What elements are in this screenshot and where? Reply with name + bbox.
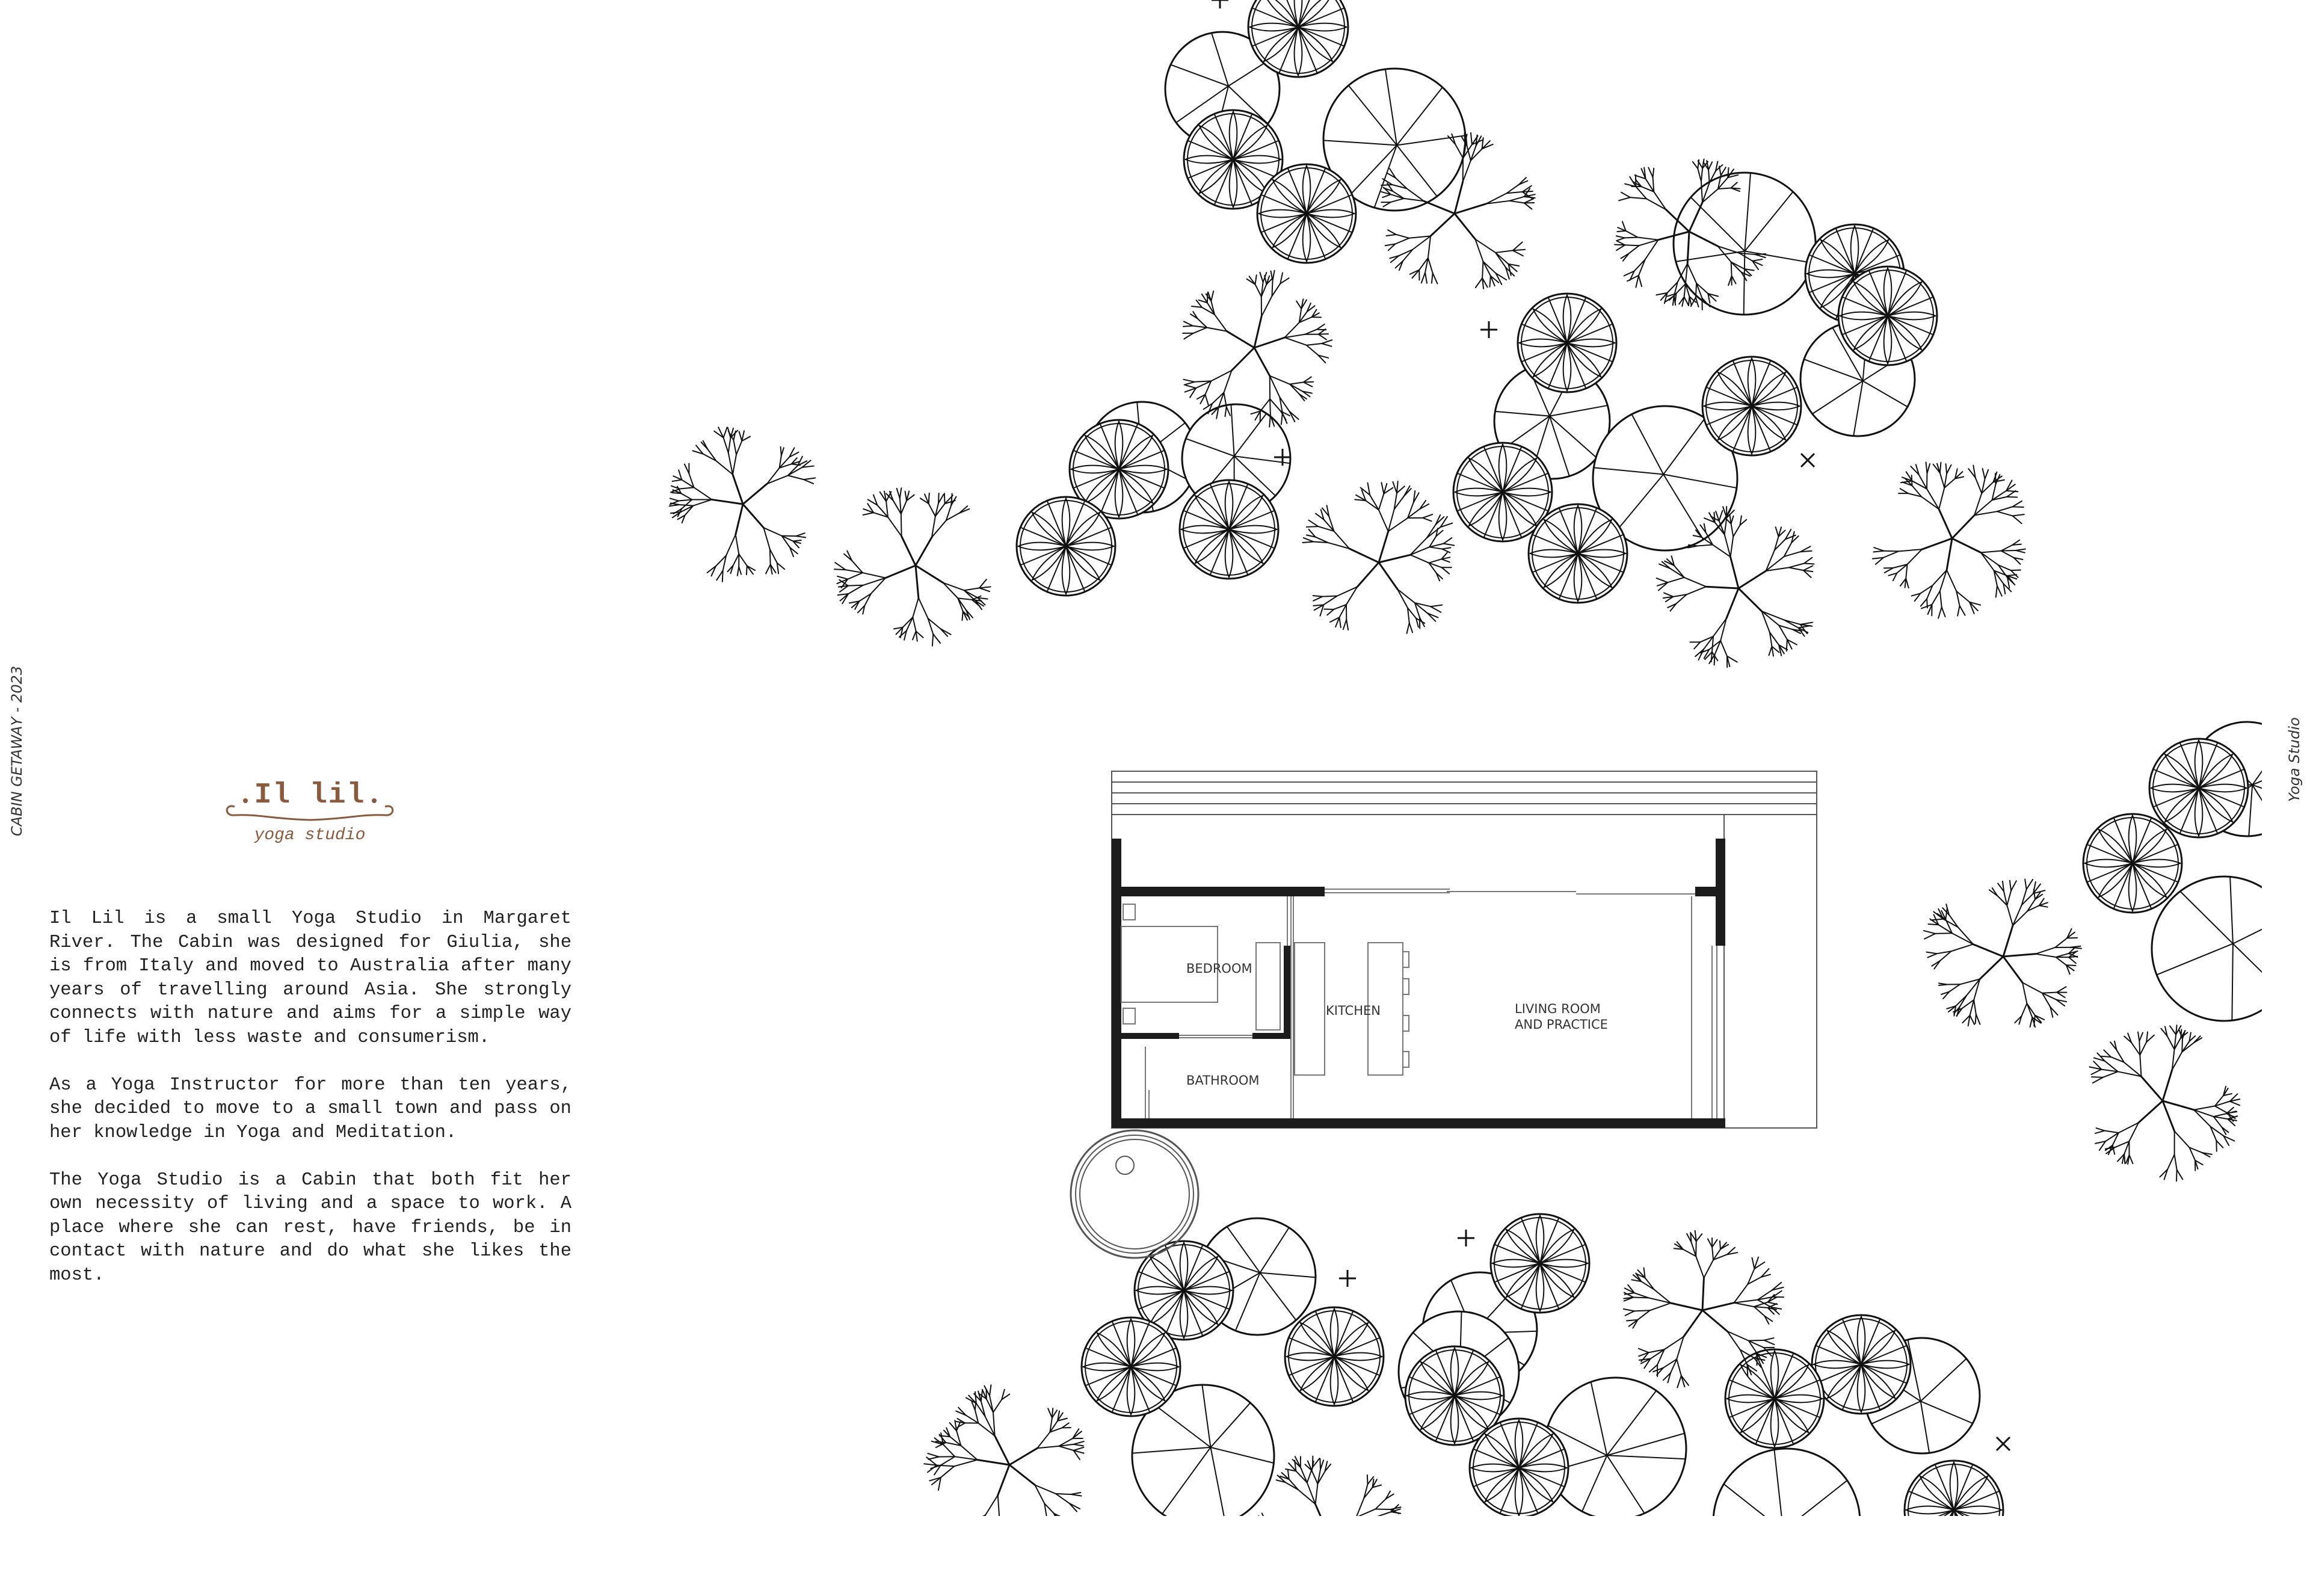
canopy-tree-icon [2152,877,2296,1021]
logo-name: Il lil [254,779,366,812]
bathroom-label: BATHROOM [1186,1073,1260,1088]
radial-tree-icon [1017,497,1115,596]
hot-tub-icon [1071,1130,1198,1258]
radial-tree-icon [1470,1419,1568,1517]
survey-marker-icon [1339,1270,1356,1287]
deciduous-tree-icon [670,427,816,582]
survey-marker-icon [1212,0,1228,8]
deciduous-tree-icon [834,488,991,645]
radial-tree-icon [1257,164,1356,263]
survey-marker-icon [1480,321,1497,338]
radial-tree-icon [1812,1315,1911,1414]
canopy-tree-icon [1544,1378,1686,1520]
survey-marker-icon [1458,1230,1474,1246]
living-room-label: LIVING ROOM [1515,1002,1601,1016]
deciduous-tree-icon [924,1385,1084,1541]
radial-tree-icon [2083,814,2182,913]
radial-tree-icon [1491,1214,1589,1313]
survey-marker-icon [1997,1437,2010,1450]
radial-tree-icon [1905,1461,2003,1559]
deciduous-tree-icon [1873,462,2025,618]
bedroom-label: BEDROOM [1186,961,1252,976]
radial-tree-icon [1285,1307,1384,1406]
project-caption: CABIN GETAWAY - 2023 [8,665,25,836]
radial-tree-icon [1838,267,1937,365]
kitchen-label: KITCHEN [1326,1003,1381,1018]
project-description [49,907,571,1311]
deciduous-tree-icon [2089,1025,2240,1181]
radial-tree-icon [1180,480,1278,579]
description-paragraph: Il Lil is a small Yoga Studio in Margaret River. The Cabin was designed for Giulia, she is from Italy and moved to Australia after many years of travelling around Asia. She strongly connects with nature and aims for a simple way of life with less waste and consumerism. [49,908,571,1048]
description-paragraph: As a Yoga Instructor for more than ten years, she decided to move to a small town and pass on her knowledge in Yoga and Meditation. [49,1074,571,1143]
deciduous-tree-icon [1924,880,2081,1028]
radial-tree-icon [1518,294,1616,392]
practice-label: AND PRACTICE [1515,1017,1608,1032]
radial-tree-icon [1702,357,1801,455]
deciduous-tree-icon [1183,271,1332,427]
cabin-floor-plan [1071,771,1817,1258]
brand-logo [217,779,403,851]
landscape-trees [670,0,2304,1596]
sheet-caption: Yoga Studio [2286,717,2303,802]
radial-tree-icon [1725,1349,1824,1448]
canopy-tree-icon [1674,173,1816,315]
logo-subtitle: yoga studio [254,826,366,845]
survey-marker-icon [1801,454,1814,467]
radial-tree-icon [1529,504,1627,603]
radial-tree-icon [1082,1317,1180,1416]
canopy-tree-icon [1713,1449,1860,1595]
deciduous-tree-icon [1303,481,1455,633]
description-paragraph: The Yoga Studio is a Cabin that both fit her own necessity of living and a space to work. A place where she can rest, have friends, be in contact with nature and do what she likes the most. [49,1169,571,1286]
radial-tree-icon [2149,739,2248,837]
